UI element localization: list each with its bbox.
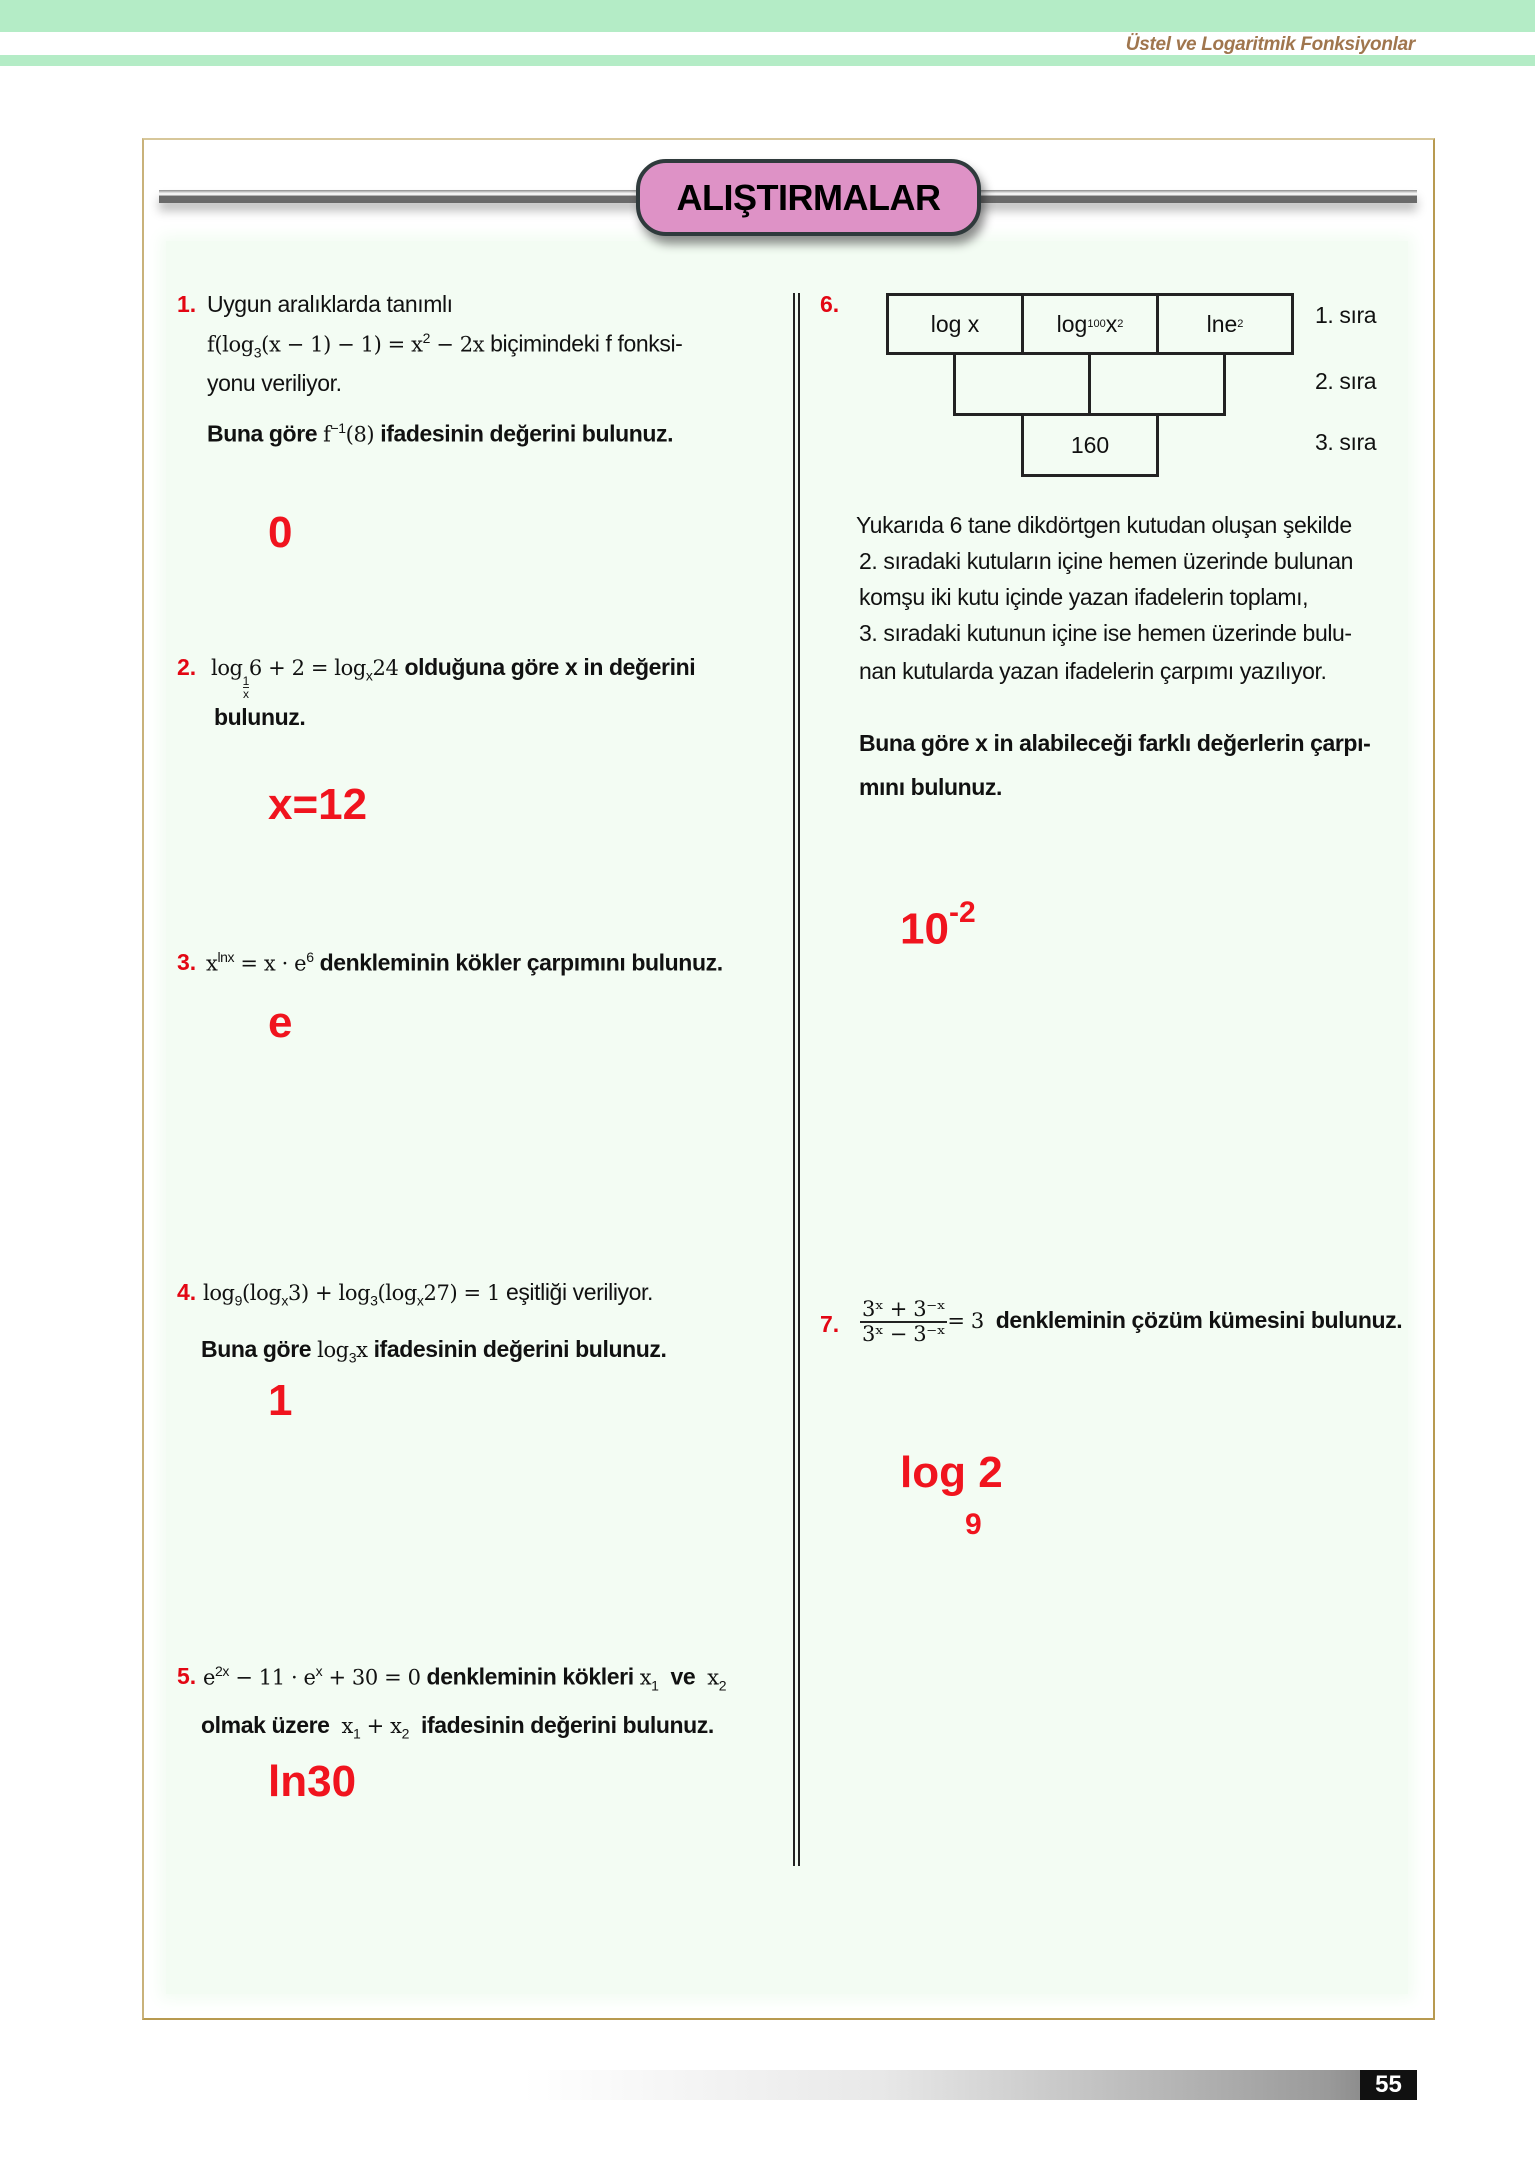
paragraph-line: komşu iki kutu içinde yazan ifadelerin toplamı, xyxy=(859,584,1309,610)
section-title: ALIŞTIRMALAR xyxy=(636,159,981,236)
box-row1-2: log 100 x 2 xyxy=(1021,293,1159,355)
paragraph-line: Yukarıda 6 tane dikdörtgen kutudan oluşan şekilde xyxy=(856,512,1352,538)
paragraph-line: 2. sıradaki kutuların içine hemen üzerinde bulunan xyxy=(859,548,1353,574)
problem-number: 4. xyxy=(177,1279,197,1305)
answer: 0 xyxy=(268,508,293,557)
problem-number: 7. xyxy=(820,1311,840,1337)
page-number: 55 xyxy=(1360,2070,1417,2100)
box-row3: 160 xyxy=(1021,413,1159,477)
box-row1-1: log x xyxy=(886,293,1024,355)
row-label: 2. sıra xyxy=(1315,368,1377,394)
paragraph-line: 3. sıradaki kutunun içine ise hemen üzerinde bulu- xyxy=(859,620,1352,646)
row-label: 3. sıra xyxy=(1315,429,1377,455)
problem-number: 2. xyxy=(177,654,197,680)
problem-question: mını bulunuz. xyxy=(859,774,1002,800)
answer: log 2 xyxy=(900,1448,1003,1497)
problem-equation: $\frac{\text{3ˣ + 3⁻ˣ}}{\text{3ˣ − 3⁻ˣ}}$ = 3 denkleminin çözüm kümesini bulunuz. xyxy=(862,1297,1403,1347)
answer: x=12 xyxy=(268,780,368,829)
problem-equation: $e^{2x} - 11 \cdot e^x + 30 = 0$ denkleminin kökleri $x_1$ ve $x_2$ xyxy=(203,1663,727,1694)
problem-equation: log $\frac{1}{x}$ $6 + 2 = \log_x24$ olduğuna göre x in değerini xyxy=(211,654,696,701)
problem-text: Uygun aralıklarda tanımlı xyxy=(207,291,453,317)
problem-number: 1. xyxy=(177,291,197,317)
problem-equation: $\log_9(\log_x3) + \log_3(\log_x27) = 1$ eşitliği veriliyor. xyxy=(203,1279,653,1309)
answer: 1 xyxy=(268,1376,293,1425)
answer-log-base: 9 xyxy=(965,1508,982,1541)
answer: $10^{-2}$ xyxy=(900,896,976,954)
footer-bar xyxy=(524,2070,1417,2100)
chapter-title: Üstel ve Logaritmik Fonksiyonlar xyxy=(1125,34,1415,55)
problem-question: olmak üzere $x_1 + x_2$ ifadesinin değerini bulunuz. xyxy=(201,1712,714,1742)
paragraph-line: nan kutularda yazan ifadelerin çarpımı yazılıyor. xyxy=(859,658,1327,684)
box-row1-3: lne 2 xyxy=(1156,293,1294,355)
problem-question: Buna göre x in alabileceği farklı değerlerin çarpı- xyxy=(859,730,1371,756)
header-band xyxy=(0,0,1535,32)
problem-number: 6. xyxy=(820,291,840,317)
problem-text: bulunuz. xyxy=(214,704,306,730)
problem-question: Buna göre $\log_3x$ ifadesinin değerini bulunuz. xyxy=(201,1336,667,1366)
problem-number: 5. xyxy=(177,1663,197,1689)
problem-number: 3. xyxy=(177,949,197,975)
box-row2-2 xyxy=(1088,352,1226,416)
problem-question: Buna göre $f^{-1}(8)$ ifadesinin değerini bulunuz. xyxy=(207,420,674,447)
problem-text: yonu veriliyor. xyxy=(207,370,342,396)
answer: e xyxy=(268,998,293,1047)
header-band-lower xyxy=(0,55,1535,66)
answer: ln30 xyxy=(268,1757,357,1806)
column-divider xyxy=(793,293,800,1866)
row-label: 1. sıra xyxy=(1315,302,1377,328)
problem-equation: $f(\log_3(x - 1) - 1) = x^2 - 2x$ biçimindeki f fonksi- xyxy=(207,330,683,361)
box-row2-1 xyxy=(953,352,1091,416)
problem-equation: $x^{lnx} = x \cdot e^6$ denkleminin kökler çarpımını bulunuz. xyxy=(206,949,723,976)
